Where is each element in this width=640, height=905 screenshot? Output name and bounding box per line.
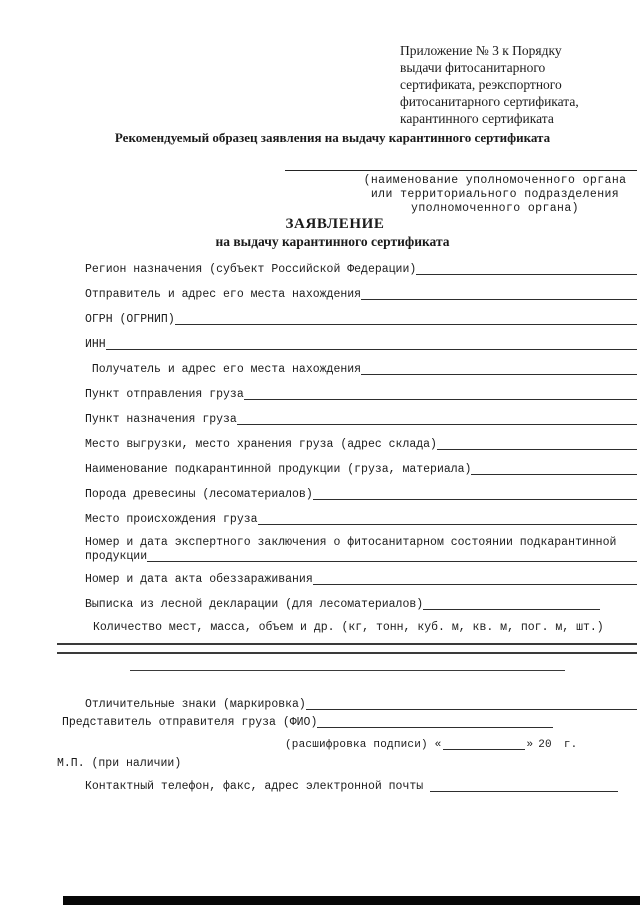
field-row-unloading-place xyxy=(85,427,637,452)
field-label: Представитель отправителя груза (ФИО) xyxy=(62,716,318,729)
field-label: Отличительные знаки (маркировка) xyxy=(85,698,306,711)
field-label: Пункт отправления груза xyxy=(85,388,244,401)
year-prefix: 20 xyxy=(538,739,552,751)
field-label: Отправитель и адрес его места нахождения xyxy=(85,288,362,301)
appendix-line: фитосанитарного сертификата, xyxy=(400,94,579,109)
year-suffix: г. xyxy=(563,739,578,751)
field-label: Номер и дата акта обеззараживания xyxy=(85,573,313,586)
field-label: Контактный телефон, факс, адрес электронной почты xyxy=(85,780,431,793)
appendix-line: Приложение № 3 к Порядку xyxy=(400,43,562,58)
field-row-sender xyxy=(85,277,637,302)
field-label: Место происхождения груза xyxy=(85,513,258,526)
blank-line xyxy=(361,299,637,300)
field-row-wood-species xyxy=(85,477,637,502)
quantity-blank-line-1 xyxy=(57,643,637,645)
field-row-contact xyxy=(85,769,618,794)
field-row-product-name xyxy=(85,452,637,477)
field-row-forest-declaration xyxy=(85,587,600,612)
field-row-departure-point xyxy=(85,377,637,402)
scan-artifact-bar xyxy=(63,896,640,905)
authority-caption-line: (наименование уполномоченного органа xyxy=(363,174,627,187)
field-label: Пункт назначения груза xyxy=(85,413,237,426)
field-label: Порода древесины (лесоматериалов) xyxy=(85,488,313,501)
field-label: продукции xyxy=(85,550,148,563)
field-row-ogrn xyxy=(85,302,637,327)
field-label: ИНН xyxy=(85,338,106,351)
field-row-cargo-origin xyxy=(85,502,637,527)
document-subtitle: на выдачу карантинного сертификата xyxy=(215,234,450,249)
quantity-blank-line-2 xyxy=(57,652,637,654)
field-label: Регион назначения (субъект Российской Федерации) xyxy=(85,263,417,276)
blank-line xyxy=(244,399,637,400)
field-row-destination-point xyxy=(85,402,637,427)
close-quote: » xyxy=(526,739,534,751)
field-label: Выписка из лесной декларации (для лесоматериалов) xyxy=(85,598,424,611)
blank-line xyxy=(430,791,618,792)
blank-line xyxy=(437,449,637,450)
blank-line xyxy=(237,424,637,425)
quantity-blank-line-3 xyxy=(130,670,565,671)
authority-caption-line: или территориального подразделения xyxy=(370,188,620,201)
blank-line xyxy=(416,274,637,275)
open-quote: « xyxy=(434,739,442,751)
appendix-line: сертификата, реэкспортного xyxy=(400,77,562,92)
blank-line xyxy=(313,499,637,500)
signature-transcript-row xyxy=(285,736,577,752)
appendix-line: карантинного сертификата xyxy=(400,111,554,126)
field-row-inn xyxy=(85,327,637,352)
blank-line xyxy=(175,324,637,325)
field-label: Место выгрузки, место хранения груза (адрес склада) xyxy=(85,438,437,451)
blank-line xyxy=(258,524,637,525)
field-label: ОГРН (ОГРНИП) xyxy=(85,313,175,326)
blank-line xyxy=(313,584,637,585)
date-blank-line xyxy=(443,749,525,750)
authority-blank-line xyxy=(285,170,637,171)
field-row-disinfection-act xyxy=(85,562,637,587)
blank-line xyxy=(471,474,637,475)
recommended-sample-title: Рекомендуемый образец заявления на выдачу карантинного сертификата xyxy=(114,130,551,145)
field-row-sender-representative xyxy=(62,705,553,730)
appendix-reference-block xyxy=(400,42,579,127)
field-label: Наименование подкарантинной продукции (груза, материала) xyxy=(85,463,472,476)
authority-caption-line: уполномоченного органа) xyxy=(411,202,579,215)
field-expert-conclusion-line1: Номер и дата экспертного заключения о фитосанитарном состоянии подкарантинной xyxy=(85,536,617,549)
stamp-placeholder-label: М.П. (при наличии) xyxy=(57,757,182,770)
authority-caption xyxy=(350,174,640,216)
field-row-recipient xyxy=(85,352,637,377)
appendix-line: выдачи фитосанитарного xyxy=(400,60,546,75)
blank-line xyxy=(423,609,600,610)
quantity-field-label: Количество мест, масса, объем и др. (кг, тонн, куб. м, кв. м, пог. м, шт.) xyxy=(93,621,604,634)
signature-caption: (расшифровка подписи) xyxy=(285,739,435,751)
document-title: ЗАЯВЛЕНИЕ xyxy=(285,216,385,232)
blank-line xyxy=(106,349,637,350)
blank-line xyxy=(317,727,553,728)
field-label: Получатель и адрес его места нахождения xyxy=(85,363,362,376)
blank-line xyxy=(361,374,637,375)
field-row-region xyxy=(85,252,637,277)
